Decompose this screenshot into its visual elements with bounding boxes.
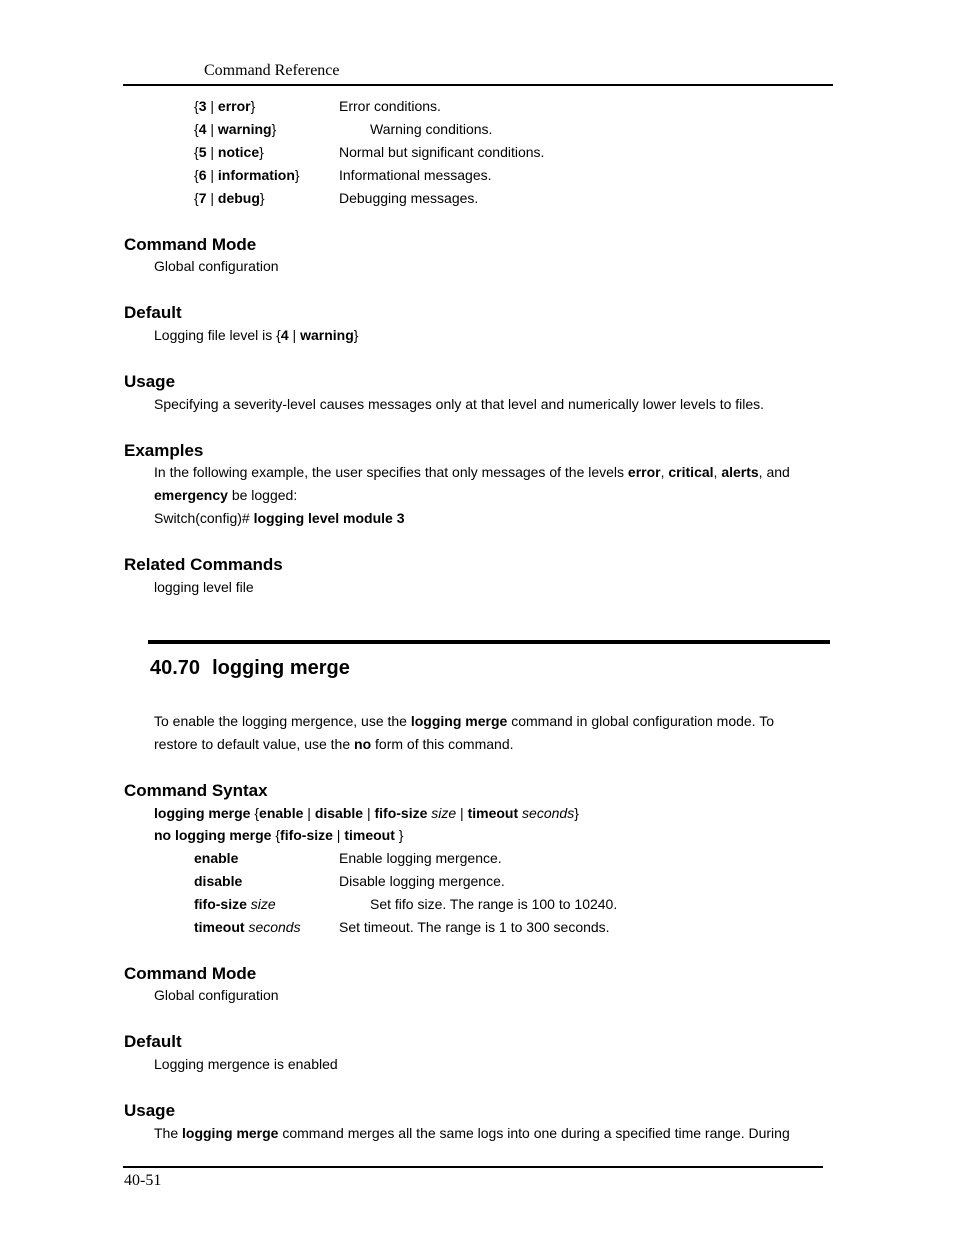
command-mode-heading-2: Command Mode (124, 964, 257, 983)
related-commands-heading: Related Commands (124, 555, 283, 574)
option-key-warning: {4 | warning} (194, 121, 277, 137)
syntax-line2: no logging merge {fifo-size | timeout } (154, 827, 404, 843)
param-key-enable: enable (194, 850, 239, 866)
page-number: 40-51 (124, 1172, 162, 1189)
option-key-error: {3 | error} (194, 98, 256, 114)
param-key-timeout: timeout seconds (194, 919, 301, 935)
param-desc-timeout: Set timeout. The range is 1 to 300 seconds. (339, 919, 610, 935)
default-heading-2: Default (124, 1032, 182, 1051)
param-desc-disable: Disable logging mergence. (339, 873, 505, 889)
default-text: Logging file level is {4 | warning} (154, 327, 359, 343)
usage-heading: Usage (124, 372, 176, 391)
section-rule (148, 640, 830, 644)
param-desc-enable: Enable logging mergence. (339, 850, 502, 866)
param-desc-fifo-size: Set fifo size. The range is 100 to 10240. (370, 896, 618, 912)
examples-heading: Examples (124, 441, 204, 460)
option-key-notice: {5 | notice} (194, 144, 264, 160)
command-mode-heading: Command Mode (124, 235, 257, 254)
section-title (150, 657, 350, 680)
param-key-disable: disable (194, 873, 243, 889)
param-key-fifo-size: fifo-size size (194, 896, 276, 912)
command-syntax-heading: Command Syntax (124, 781, 268, 800)
usage-heading-2: Usage (124, 1101, 176, 1120)
header-rule (123, 84, 833, 86)
usage-text: Specifying a severity-level causes messages only at that level and numerically lower levels to files. (154, 396, 765, 412)
running-header: Command Reference (204, 62, 340, 79)
option-desc-debug: Debugging messages. (339, 190, 479, 206)
default-text-2: Logging mergence is enabled (154, 1056, 338, 1072)
section-number: 40.70 (150, 657, 201, 679)
option-key-information: {6 | information} (194, 167, 300, 183)
option-desc-notice: Normal but significant conditions. (339, 144, 545, 160)
option-desc-warning: Warning conditions. (370, 121, 493, 137)
section-name: logging merge (212, 657, 350, 679)
syntax-line1: logging merge {enable | disable | fifo-size size | timeout seconds} (154, 805, 579, 821)
default-heading: Default (124, 303, 182, 322)
command-mode-text: Global configuration (154, 258, 279, 274)
examples-text-line1: In the following example, the user specifies that only messages of the levels error, critical, alerts, and (154, 464, 790, 480)
examples-text-line2: emergency be logged: (154, 487, 298, 503)
example-command: Switch(config)# logging level module 3 (154, 510, 405, 526)
usage-text-2: The logging merge command merges all the same logs into one during a specified time range. During (154, 1125, 790, 1141)
option-desc-information: Informational messages. (339, 167, 492, 183)
option-desc-error: Error conditions. (339, 98, 441, 114)
intro-line1: To enable the logging mergence, use the logging merge command in global configuration mode. To (154, 713, 774, 729)
footer-rule (123, 1166, 823, 1168)
intro-line2: restore to default value, use the no form of this command. (154, 736, 514, 752)
command-mode-text-2: Global configuration (154, 987, 279, 1003)
related-commands-text: logging level file (154, 579, 254, 595)
option-key-debug: {7 | debug} (194, 190, 265, 206)
